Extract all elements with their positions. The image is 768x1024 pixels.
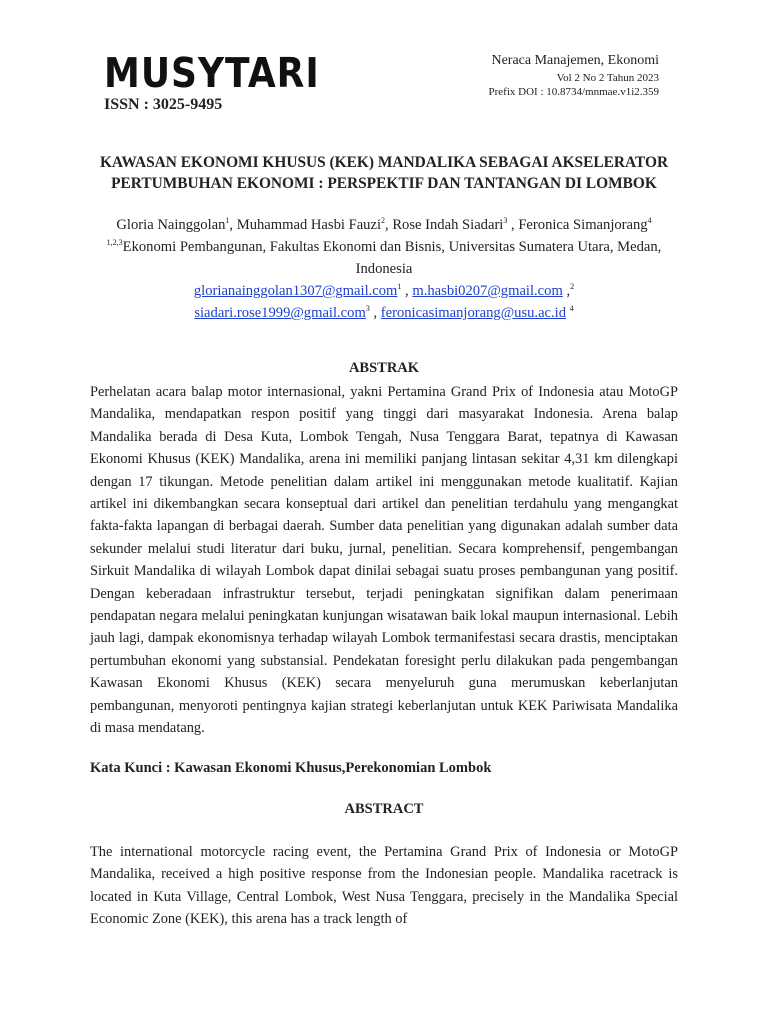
paper-title	[80, 152, 688, 194]
email-2-sup: 2	[570, 282, 575, 292]
email-link-3[interactable]: siadari.rose1999@gmail.com	[194, 305, 366, 321]
author-2-sup: 2	[381, 216, 386, 226]
abstrak-text: Perhelatan acara balap motor internasional, yakni Pertamina Grand Prix of Indonesia atau MotoGP Mandalika, mendapatkan respon positif yang tinggi dari masyarakat Indonesia. Arena balap Mandalika berada di Desa Kuta, Lombok Tengah, Nusa Tenggara Barat, tepatnya di Kawasan Ekonomi Khusus (KEK) Mandalika, arena ini memiliki panjang lintasan sekitar 4,31 km dilengkapi dengan 17 tikungan. Metode penelitian dalam artikel ini menggunakan metode kualitatif. Kajian artikel ini dikembangkan secara konseptual dari artikel dan penelitian terdahulu yang mengangkat fakta-fakta lapangan di berbagai daerah. Sumber data penelitian yang digunakan adalah sumber data sekunder melalui studi literatur dari buku, jurnal, penelitian. Secara komprehensif, pengembangan Sirkuit Mandalika di wilayah Lombok dapat dinilai sebagai suatu proses pembangunan yang positif. Dengan keberadaan infrastruktur tersebut, terjadi peningkatan signifikan dalam penerimaan pendapatan negara melalui peningkatan kunjungan wisatawan baik lokal maupun internasional. Lebih jauh lagi, dampak ekonomisnya terhadap wilayah Lombok termanifestasi secara drastis, menciptakan pertumbuhan ekonomi yang substansial. Pendekatan foresight perlu dilakukan pada pengembangan Kawasan Ekonomi Khusus (KEK) secara menyeluruh guna merumuskan keberlanjutan pembangunan, menyoroti pentingnya kajian strategi keberlanjutan untuk KEK Pariwisata Mandalika di masa mendatang.	[90, 384, 678, 737]
abstrak-heading: ABSTRAK	[348, 360, 420, 376]
email-line-1: glorianainggolan1307@gmail.com$^1$ , m.hasbi0207@gmail.com ,$^2$	[193, 282, 575, 299]
author-4-sup: 4	[647, 216, 652, 226]
author-2: , Muhammad Hasbi Fauzi	[229, 217, 382, 233]
author-1: Gloria Nainggolan	[116, 217, 226, 233]
email-link-2[interactable]: m.hasbi0207@gmail.com	[412, 283, 563, 299]
journal-doi: Prefix DOI : 10.8734/mnmae.v1i2.359	[488, 86, 659, 98]
author-1-sup: 1	[225, 216, 230, 226]
journal-name: Neraca Manajemen, Ekonomi	[491, 53, 659, 68]
email-4-sup: 4	[569, 304, 574, 314]
journal-info	[489, 54, 659, 99]
journal-logo: MUSYTARI	[104, 50, 320, 98]
author-4: , Feronica Simanjorang	[507, 217, 648, 233]
email-3-sup: 3	[365, 304, 370, 314]
keywords: Kata Kunci : Kawasan Ekonomi Khusus,Perekonomian Lombok	[90, 760, 492, 776]
abstract-text: The international motorcycle racing event, the Pertamina Grand Prix of Indonesia or MotoGP Mandalika, received a high positive response from the Indonesian people. Mandalika racetrack is located in Kuta Village, Central Lombok, West Nusa Tenggara, precisely in the Mandalika Special Economic Zone (KEK), this arena has a track length of	[90, 844, 678, 928]
abstract-heading: ABSTRACT	[344, 801, 424, 817]
email-1-sup: 1	[397, 282, 402, 292]
affiliation-text: Ekonomi Pembangunan, Fakultas Ekonomi dan Bisnis, Universitas Sumatera Utara, Medan, Indonesia	[122, 239, 662, 277]
email-line-2: siadari.rose1999@gmail.com$^3$ , feronicasimanjorang@usu.ac.id $^4$	[194, 304, 574, 321]
issn: ISSN : 3025-9495	[104, 96, 223, 113]
author-3: , Rose Indah Siadari	[385, 217, 504, 233]
affiliation-sup: 1,2,3	[106, 238, 123, 248]
email-link-4[interactable]: feronicasimanjorang@usu.ac.id	[380, 305, 567, 321]
title-line-1: KAWASAN EKONOMI KHUSUS (KEK) MANDALIKA SEBAGAI AKSELERATOR	[99, 154, 669, 171]
journal-volume: Vol 2 No 2 Tahun 2023	[556, 72, 659, 84]
author-3-sup: 3	[503, 216, 508, 226]
affiliation	[100, 236, 668, 280]
author-list	[100, 214, 668, 236]
title-line-2: PERTUMBUHAN EKONOMI : PERSPEKTIF DAN TANTANGAN DI LOMBOK	[111, 175, 657, 192]
email-link-1[interactable]: glorianainggolan1307@gmail.com	[193, 283, 398, 299]
author-block	[100, 214, 668, 324]
